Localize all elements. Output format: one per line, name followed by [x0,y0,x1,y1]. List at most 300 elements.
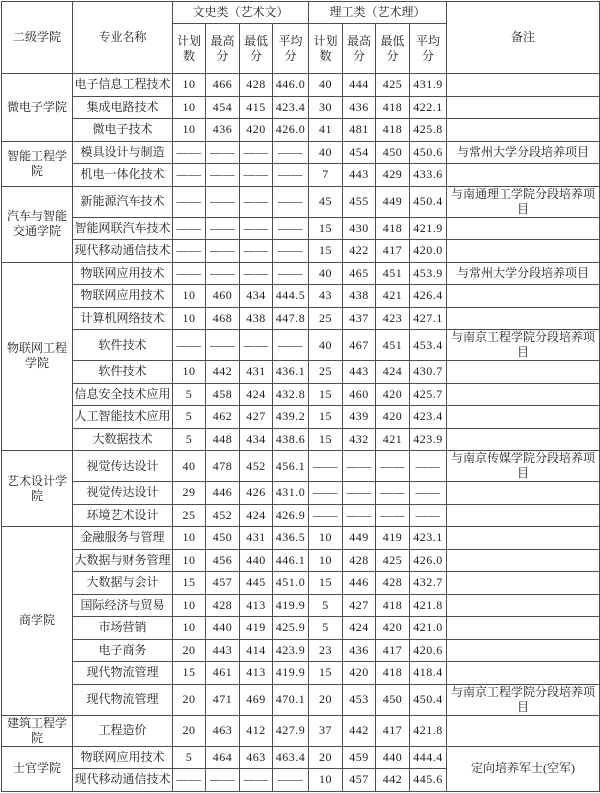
remark-cell [447,383,600,406]
ws-max-cell: 454 [206,96,240,119]
lg-min-cell: 421 [376,285,410,308]
ws-plan-cell: 10 [173,594,206,617]
ws-avg-cell: 427.9 [273,715,309,746]
lg-max-cell: 443 [343,164,376,187]
ws-avg-cell: 419.9 [273,662,309,685]
lg-plan-cell: 10 [309,527,343,550]
ws-avg-cell: —— [273,186,309,217]
remark-cell [447,217,600,240]
ws-min-cell: 438 [240,307,273,330]
ws-min-cell: —— [240,164,273,187]
ws-min-cell: —— [240,217,273,240]
remark-cell: 与南京工程学院分段培养项目 [447,684,600,715]
ws-min-cell: —— [240,240,273,263]
lg-avg-cell: 427.1 [410,307,447,330]
table-row [2,428,600,451]
remark-cell: 与常州大学分段培养项目 [447,262,600,285]
table-row [2,746,600,769]
lg-min-cell: 428 [376,572,410,595]
ws-min-cell: 440 [240,549,273,572]
header-lg-avg: 平均分 [410,24,447,74]
lg-max-cell: 432 [343,428,376,451]
ws-max-cell: 457 [206,572,240,595]
remark-cell [447,361,600,384]
lg-min-cell: 417 [376,240,410,263]
lg-max-cell: —— [343,451,376,482]
lg-plan-cell: 15 [309,383,343,406]
lg-min-cell: 418 [376,96,410,119]
major-name-cell: 计算机网络技术 [73,307,173,330]
remark-cell [447,527,600,550]
lg-min-cell: 418 [376,119,410,142]
lg-avg-cell: 425.7 [410,383,447,406]
ws-plan-cell: —— [173,330,206,361]
major-name-cell: 物联网应用技术 [73,285,173,308]
ws-avg-cell: —— [273,262,309,285]
major-name-cell: 模具设计与制造 [73,141,173,164]
ws-avg-cell: 419.9 [273,594,309,617]
ws-min-cell: 415 [240,96,273,119]
remark-cell [447,504,600,527]
lg-plan-cell: 10 [309,549,343,572]
ws-min-cell: 413 [240,662,273,685]
remark-cell [447,662,600,685]
ws-max-cell: 456 [206,549,240,572]
ws-avg-cell: —— [273,330,309,361]
ws-max-cell: 462 [206,406,240,429]
lg-max-cell: 457 [343,769,376,792]
ws-min-cell: —— [240,186,273,217]
ws-min-cell: 452 [240,451,273,482]
ws-min-cell: —— [240,141,273,164]
remark-cell [447,617,600,640]
ws-avg-cell: —— [273,141,309,164]
ws-min-cell: 445 [240,572,273,595]
lg-min-cell: 423 [376,307,410,330]
table-row [2,361,600,384]
major-name-cell: 电子信息工程技术 [73,74,173,97]
lg-plan-cell: 25 [309,361,343,384]
lg-min-cell: 429 [376,164,410,187]
ws-avg-cell: 423.9 [273,639,309,662]
ws-max-cell: 468 [206,307,240,330]
lg-max-cell: 438 [343,285,376,308]
table-row [2,504,600,527]
table-row [2,119,600,142]
header-remark: 备注 [447,2,600,74]
ws-max-cell: 460 [206,285,240,308]
ws-plan-cell: 5 [173,406,206,429]
lg-avg-cell: 444.4 [410,746,447,769]
major-name-cell: 大数据与会计 [73,572,173,595]
lg-avg-cell: 418.4 [410,662,447,685]
lg-min-cell: 420 [376,383,410,406]
ws-plan-cell: 10 [173,74,206,97]
ws-min-cell: 428 [240,74,273,97]
ws-avg-cell: 444.5 [273,285,309,308]
ws-max-cell: 461 [206,662,240,685]
lg-max-cell: —— [343,504,376,527]
ws-max-cell: 458 [206,383,240,406]
lg-avg-cell: 445.6 [410,769,447,792]
ws-max-cell: 463 [206,715,240,746]
major-name-cell: 物联网应用技术 [73,262,173,285]
ws-max-cell: —— [206,186,240,217]
ws-plan-cell: 20 [173,639,206,662]
lg-max-cell: 436 [343,96,376,119]
ws-plan-cell: 10 [173,527,206,550]
lg-max-cell: 453 [343,684,376,715]
lg-plan-cell: 43 [309,285,343,308]
major-name-cell: 信息安全技术应用 [73,383,173,406]
lg-avg-cell: 450.4 [410,186,447,217]
major-name-cell: 环境艺术设计 [73,504,173,527]
remark-cell: 定向培养军士(空军) [447,746,600,791]
lg-avg-cell: 430.7 [410,361,447,384]
ws-avg-cell: 463.4 [273,746,309,769]
ws-plan-cell: —— [173,164,206,187]
ws-max-cell: 464 [206,746,240,769]
ws-max-cell: 471 [206,684,240,715]
ws-avg-cell: 456.1 [273,451,309,482]
lg-min-cell: 418 [376,662,410,685]
lg-plan-cell: —— [309,482,343,505]
table-row [2,164,600,187]
lg-max-cell: 481 [343,119,376,142]
lg-max-cell: 444 [343,74,376,97]
ws-plan-cell: 5 [173,428,206,451]
lg-plan-cell: 10 [309,769,343,792]
table-row [2,572,600,595]
lg-avg-cell: 421.8 [410,715,447,746]
ws-avg-cell: 432.8 [273,383,309,406]
lg-plan-cell: 15 [309,572,343,595]
lg-avg-cell: 423.1 [410,527,447,550]
header-ws-plan: 计划数 [173,24,206,74]
college-name-cell: 艺术设计学院 [2,451,73,527]
ws-max-cell: 450 [206,527,240,550]
ws-max-cell: 478 [206,451,240,482]
major-name-cell: 现代移动通信技术 [73,769,173,792]
lg-max-cell: 467 [343,330,376,361]
college-name-cell: 士官学院 [2,746,73,791]
lg-plan-cell: 15 [309,217,343,240]
table-row [2,482,600,505]
lg-plan-cell: 15 [309,240,343,263]
header-lg-plan: 计划数 [309,24,343,74]
lg-avg-cell: 432.7 [410,572,447,595]
ws-avg-cell: —— [273,240,309,263]
table-row [2,330,600,361]
lg-plan-cell: —— [309,504,343,527]
lg-min-cell: —— [376,504,410,527]
lg-max-cell: 428 [343,549,376,572]
lg-max-cell: 442 [343,715,376,746]
ws-avg-cell: 447.8 [273,307,309,330]
major-name-cell: 现代物流管理 [73,684,173,715]
ws-min-cell: 412 [240,715,273,746]
header-lg-max: 最高分 [343,24,376,74]
ws-avg-cell: 426.9 [273,504,309,527]
major-name-cell: 大数据与财务管理 [73,549,173,572]
ws-min-cell: 419 [240,617,273,640]
lg-plan-cell: 40 [309,141,343,164]
ws-min-cell: —— [240,262,273,285]
ws-plan-cell: —— [173,240,206,263]
lg-plan-cell: 15 [309,662,343,685]
table-row [2,383,600,406]
lg-plan-cell: 20 [309,746,343,769]
lg-plan-cell: 15 [309,428,343,451]
ws-plan-cell: 20 [173,715,206,746]
lg-avg-cell: 421.8 [410,594,447,617]
remark-cell [447,482,600,505]
ws-avg-cell: 470.1 [273,684,309,715]
lg-avg-cell: 453.4 [410,330,447,361]
ws-min-cell: —— [240,769,273,792]
lg-min-cell: 418 [376,594,410,617]
header-ws-max: 最高分 [206,24,240,74]
ws-plan-cell: 10 [173,96,206,119]
ws-min-cell: 420 [240,119,273,142]
lg-avg-cell: 421.0 [410,617,447,640]
lg-plan-cell: 40 [309,74,343,97]
table-row [2,240,600,263]
ws-min-cell: 469 [240,684,273,715]
table-row [2,662,600,685]
ws-min-cell: 427 [240,406,273,429]
remark-cell [447,639,600,662]
ws-avg-cell: 436.1 [273,361,309,384]
lg-min-cell: 418 [376,217,410,240]
ws-max-cell: 443 [206,639,240,662]
ws-max-cell: 466 [206,74,240,97]
ws-avg-cell: —— [273,217,309,240]
ws-plan-cell: 10 [173,617,206,640]
lg-max-cell: 465 [343,262,376,285]
college-name-cell: 智能工程学院 [2,141,73,186]
header-lg-min: 最低分 [376,24,410,74]
ws-min-cell: 424 [240,504,273,527]
lg-min-cell: 442 [376,769,410,792]
ws-min-cell: 424 [240,383,273,406]
ws-plan-cell: 40 [173,451,206,482]
ws-plan-cell: —— [173,217,206,240]
table-row [2,307,600,330]
lg-avg-cell: 431.9 [410,74,447,97]
major-name-cell: 电子商务 [73,639,173,662]
lg-avg-cell: 426.0 [410,549,447,572]
table-row [2,617,600,640]
ws-plan-cell: 10 [173,307,206,330]
lg-max-cell: 424 [343,617,376,640]
lg-min-cell: 449 [376,186,410,217]
ws-plan-cell: 5 [173,746,206,769]
remark-cell [447,594,600,617]
lg-plan-cell: 40 [309,262,343,285]
ws-avg-cell: 438.6 [273,428,309,451]
header-group-wenshi: 文史类（艺术文） [173,2,309,24]
lg-avg-cell: —— [410,482,447,505]
remark-cell [447,96,600,119]
table-row [2,96,600,119]
ws-avg-cell: 446.1 [273,549,309,572]
ws-max-cell: —— [206,330,240,361]
remark-cell: 与南京工程学院分段培养项目 [447,330,600,361]
lg-max-cell: 422 [343,240,376,263]
lg-min-cell: 450 [376,141,410,164]
ws-min-cell: 434 [240,428,273,451]
major-name-cell: 机电一体化技术 [73,164,173,187]
lg-plan-cell: 20 [309,684,343,715]
lg-avg-cell: 423.4 [410,406,447,429]
admission-score-table-wrap [1,1,599,792]
remark-cell [447,285,600,308]
major-name-cell: 大数据技术 [73,428,173,451]
ws-plan-cell: 10 [173,119,206,142]
major-name-cell: 人工智能技术应用 [73,406,173,429]
table-row [2,594,600,617]
ws-max-cell: —— [206,769,240,792]
remark-cell [447,572,600,595]
table-row [2,262,600,285]
table-row [2,527,600,550]
lg-plan-cell: —— [309,451,343,482]
lg-max-cell: 439 [343,406,376,429]
ws-max-cell: —— [206,141,240,164]
header-ws-avg: 平均分 [273,24,309,74]
ws-max-cell: 440 [206,617,240,640]
major-name-cell: 微电子技术 [73,119,173,142]
lg-min-cell: 451 [376,330,410,361]
ws-avg-cell: 439.2 [273,406,309,429]
remark-cell: 与常州大学分段培养项目 [447,141,600,164]
lg-plan-cell: 25 [309,307,343,330]
header-college: 二级学院 [2,2,73,74]
ws-plan-cell: 15 [173,662,206,685]
lg-plan-cell: 7 [309,164,343,187]
lg-plan-cell: 45 [309,186,343,217]
ws-max-cell: 442 [206,361,240,384]
major-name-cell: 新能源汽车技术 [73,186,173,217]
lg-min-cell: 420 [376,617,410,640]
lg-min-cell: 417 [376,639,410,662]
lg-min-cell: 451 [376,262,410,285]
major-name-cell: 软件技术 [73,330,173,361]
ws-avg-cell: 425.9 [273,617,309,640]
lg-max-cell: 460 [343,383,376,406]
ws-plan-cell: 10 [173,285,206,308]
remark-cell [447,307,600,330]
table-row [2,451,600,482]
lg-plan-cell: 5 [309,617,343,640]
college-name-cell: 物联网工程学院 [2,262,73,451]
remark-cell [447,406,600,429]
lg-avg-cell: 450.6 [410,141,447,164]
table-row [2,715,600,746]
lg-avg-cell: 433.6 [410,164,447,187]
college-name-cell: 建筑工程学院 [2,715,73,746]
ws-plan-cell: —— [173,262,206,285]
major-name-cell: 国际经济与贸易 [73,594,173,617]
remark-cell [447,549,600,572]
lg-max-cell: 437 [343,307,376,330]
ws-max-cell: —— [206,164,240,187]
ws-min-cell: —— [240,330,273,361]
major-name-cell: 金融服务与管理 [73,527,173,550]
remark-cell: 与南通理工学院分段培养项目 [447,186,600,217]
lg-min-cell: —— [376,482,410,505]
ws-max-cell: —— [206,240,240,263]
ws-min-cell: 434 [240,285,273,308]
lg-min-cell: 450 [376,684,410,715]
lg-max-cell: 427 [343,594,376,617]
remark-cell: 与南京传媒学院分段培养项目 [447,451,600,482]
lg-avg-cell: 421.9 [410,217,447,240]
header-group-ligong: 理工类（艺术理） [309,2,447,24]
lg-avg-cell: 450.4 [410,684,447,715]
table-row [2,406,600,429]
lg-avg-cell: 420.6 [410,639,447,662]
major-name-cell: 现代物流管理 [73,662,173,685]
lg-avg-cell: 420.0 [410,240,447,263]
lg-min-cell: 417 [376,715,410,746]
table-row [2,186,600,217]
ws-max-cell: —— [206,217,240,240]
ws-plan-cell: 20 [173,684,206,715]
ws-plan-cell: 5 [173,383,206,406]
major-name-cell: 软件技术 [73,361,173,384]
ws-min-cell: 413 [240,594,273,617]
remark-cell [447,428,600,451]
ws-avg-cell: 436.5 [273,527,309,550]
lg-max-cell: 420 [343,662,376,685]
ws-min-cell: 431 [240,361,273,384]
lg-max-cell: 455 [343,186,376,217]
ws-avg-cell: 426.0 [273,119,309,142]
major-name-cell: 智能网联汽车技术 [73,217,173,240]
major-name-cell: 视觉传达设计 [73,451,173,482]
lg-avg-cell: 425.8 [410,119,447,142]
lg-max-cell: 454 [343,141,376,164]
ws-plan-cell: 10 [173,361,206,384]
ws-plan-cell: 15 [173,572,206,595]
lg-avg-cell: 422.1 [410,96,447,119]
admission-score-table [1,1,600,792]
table-row [2,74,600,97]
ws-plan-cell: 25 [173,504,206,527]
lg-avg-cell: 426.4 [410,285,447,308]
table-row [2,217,600,240]
ws-max-cell: 436 [206,119,240,142]
ws-avg-cell: —— [273,769,309,792]
college-name-cell: 商学院 [2,527,73,716]
ws-max-cell: 446 [206,482,240,505]
remark-cell [447,74,600,97]
header-ws-min: 最低分 [240,24,273,74]
ws-max-cell: 448 [206,428,240,451]
lg-plan-cell: 30 [309,96,343,119]
lg-avg-cell: 423.9 [410,428,447,451]
ws-min-cell: 463 [240,746,273,769]
lg-plan-cell: 23 [309,639,343,662]
table-row [2,549,600,572]
lg-max-cell: —— [343,482,376,505]
ws-max-cell: —— [206,262,240,285]
ws-avg-cell: 431.0 [273,482,309,505]
lg-avg-cell: —— [410,504,447,527]
lg-min-cell: 419 [376,527,410,550]
